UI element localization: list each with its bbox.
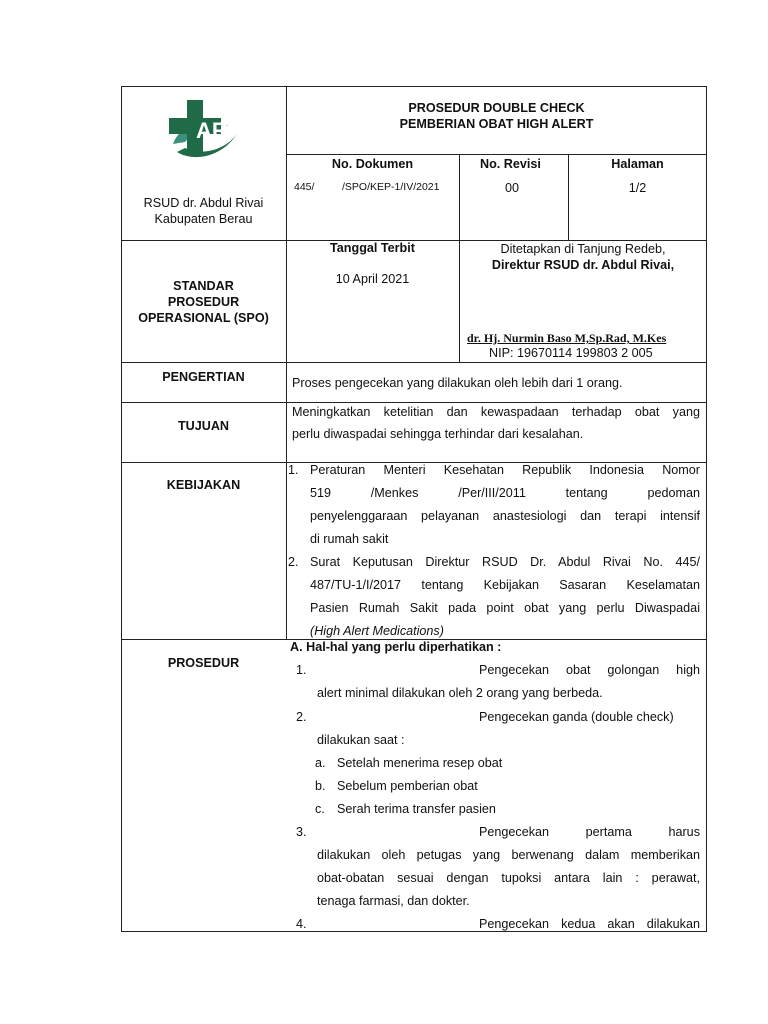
prosedur-label: PROSEDUR [167, 656, 240, 670]
prosedur-sub-b-letter: b. [315, 779, 326, 793]
tanggal-terbit-label: Tanggal Terbit [330, 241, 415, 255]
no-dokumen-part2: /SPO/KEP-1/IV/2021 [342, 181, 440, 193]
prosedur-sub-a: Setelah menerima resep obat [337, 756, 503, 770]
direktur-title: Direktur RSUD dr. Abdul Rivai, [491, 258, 675, 272]
prosedur-step4-line1: Pengecekan kedua akan dilakukan [479, 917, 700, 931]
tanggal-terbit-value: 10 April 2021 [335, 272, 410, 286]
spo-document [121, 86, 707, 932]
kebijakan-item1-number: 1. [288, 463, 299, 477]
prosedur-sub-a-letter: a. [315, 756, 326, 770]
prosedur-sub-c-letter: c. [315, 802, 325, 816]
kebijakan-item2-line3: Pasien Rumah Sakit pada point obat yang perlu Diwaspadai [310, 601, 700, 615]
prosedur-step2-line2: dilakukan saat : [317, 733, 405, 747]
prosedur-step2-number: 2. [296, 710, 307, 724]
divider-spo [121, 362, 707, 363]
ditetapkan-text: Ditetapkan di Tanjung Redeb, [500, 242, 666, 256]
tujuan-line1: Meningkatkan ketelitian dan kewaspadaan terhadap obat yang [292, 405, 700, 419]
hospital-region: Kabupaten Berau [154, 212, 253, 226]
no-revisi-label: No. Revisi [480, 157, 541, 171]
hospital-name: RSUD dr. Abdul Rivai [143, 196, 264, 210]
pengertian-label: PENGERTIAN [162, 370, 245, 384]
spo-title-line2: PROSEDUR [167, 295, 240, 309]
border-top [121, 86, 707, 87]
kebijakan-item1-line3: penyelenggaraan pelayanan anastesiologi dan terapi intensif [310, 509, 700, 523]
divider-title [286, 154, 707, 155]
prosedur-step3-number: 3. [296, 825, 307, 839]
prosedur-step2-line1: Pengecekan ganda (double check) [479, 710, 674, 724]
halaman-label: Halaman [611, 157, 664, 171]
prosedur-step3-line3: obat-obatan sesuai dengan tupoksi antara lain : perawat, [317, 871, 700, 885]
spo-title-line1: STANDAR [173, 279, 234, 293]
document-title-line1: PROSEDUR DOUBLE CHECK [408, 101, 585, 115]
hospital-logo-icon [163, 96, 245, 168]
kebijakan-item1-line1: Peraturan Menteri Kesehatan Republik Indonesia Nomor [310, 463, 700, 477]
kebijakan-item2-number: 2. [288, 555, 299, 569]
no-dokumen-label: No. Dokumen [331, 157, 414, 171]
no-dokumen-part1: 445/ [294, 181, 315, 193]
prosedur-sub-b: Sebelum pemberian obat [337, 779, 478, 793]
tujuan-label: TUJUAN [177, 419, 230, 433]
tujuan-line2: perlu diwaspadai sehingga terhindar dari kesalahan. [292, 427, 584, 441]
spo-title-line3: OPERASIONAL (SPO) [138, 311, 269, 325]
prosedur-step3-line1: Pengecekan pertama harus [479, 825, 700, 839]
kebijakan-item2-line2: 487/TU-1/I/2017 tentang Kebijakan Sasaran Keselamatan [310, 578, 700, 592]
kebijakan-item1-line2: 519 /Menkes /Per/III/2011 tentang pedoman [310, 486, 700, 500]
kebijakan-label: KEBIJAKAN [166, 478, 241, 492]
pengertian-text: Proses pengecekan yang dilakukan oleh lebih dari 1 orang. [292, 376, 623, 390]
prosedur-sub-c: Serah terima transfer pasien [337, 802, 496, 816]
divider-pengertian [121, 402, 707, 403]
prosedur-step1-number: 1. [296, 663, 307, 677]
prosedur-step3-line4: tenaga farmasi, dan dokter. [317, 894, 470, 908]
signatory-nip: NIP: 19670114 199803 2 005 [489, 346, 653, 360]
prosedur-section-a: A. Hal-hal yang perlu diperhatikan : [290, 640, 502, 654]
prosedur-step3-line2: dilakukan oleh petugas yang berwenang dalam memberikan [317, 848, 700, 862]
halaman-value: 1/2 [628, 181, 647, 195]
document-title-line2: PEMBERIAN OBAT HIGH ALERT [399, 117, 594, 131]
svg-text:AR: AR [196, 118, 228, 143]
signatory-name: dr. Hj. Nurmin Baso M,Sp.Rad, M.Kes [467, 331, 667, 345]
prosedur-step1-line1: Pengecekan obat golongan high [479, 663, 700, 677]
no-revisi-value: 00 [505, 181, 520, 195]
kebijakan-item1-line4: di rumah sakit [310, 532, 389, 546]
prosedur-step4-number: 4. [296, 917, 307, 931]
border-right [706, 86, 707, 932]
kebijakan-item2-line4: (High Alert Medications) [310, 624, 444, 638]
prosedur-step1-line2: alert minimal dilakukan oleh 2 orang yang berbeda. [317, 686, 603, 700]
kebijakan-item2-line1: Surat Keputusan Direktur RSUD Dr. Abdul Rivai No. 445/ [310, 555, 700, 569]
